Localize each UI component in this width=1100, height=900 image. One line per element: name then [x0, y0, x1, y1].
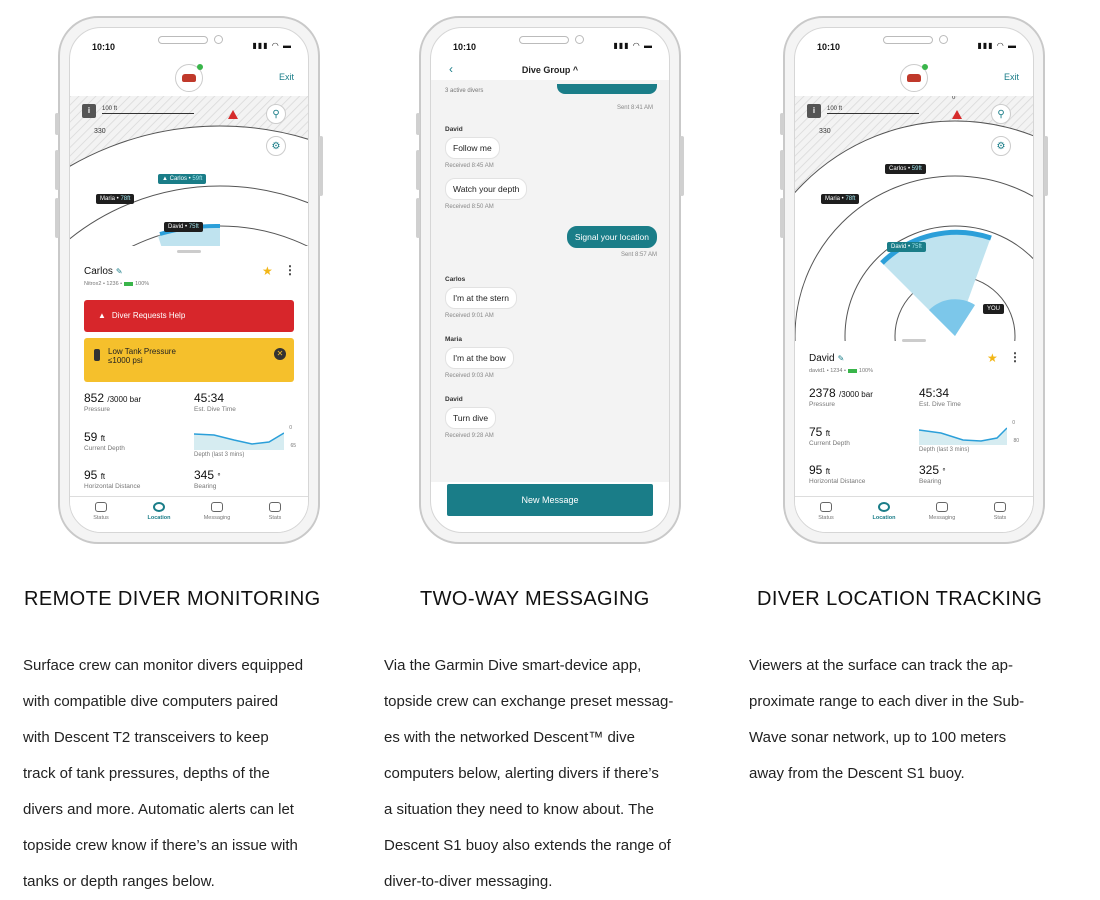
status-time: 10:10	[92, 42, 116, 52]
phone-messaging	[419, 16, 681, 544]
message-bubble-partial	[557, 84, 657, 94]
map-north-label: 0	[952, 96, 956, 101]
alert-low-tank[interactable]	[84, 338, 294, 382]
message-icon	[211, 502, 223, 512]
boat-marker-icon	[952, 110, 962, 119]
message-item: Maria I'm at the bow Received 9:03 AM	[445, 336, 514, 379]
stat-dive-time: 45:34 Est. Dive Time	[194, 391, 236, 413]
stat-dive-time: 45:34 Est. Dive Time	[919, 386, 961, 408]
edit-pencil-icon[interactable]: ✎	[837, 354, 845, 363]
battery-icon	[124, 282, 133, 286]
online-dot	[922, 64, 928, 70]
message-item-sent: Signal your location Sent 8:57 AM	[567, 226, 657, 258]
boat-marker-icon	[228, 110, 238, 119]
message-item: David Follow me Received 8:45 AM	[445, 126, 500, 169]
signal-wifi-battery-icon: ▮▮▮ ◠ ▬	[613, 41, 653, 50]
tab-status[interactable]: Status	[801, 502, 851, 521]
stat-depth: 75 ft Current Depth	[809, 425, 850, 447]
signal-wifi-battery-icon: ▮▮▮ ◠ ▬	[252, 41, 292, 50]
phone-side-button	[319, 136, 323, 196]
location-icon	[878, 502, 890, 512]
phone-monitoring	[58, 16, 320, 544]
message-item: Carlos I'm at the stern Received 9:01 AM	[445, 276, 517, 319]
back-chevron-icon[interactable]: ‹	[449, 62, 453, 76]
diver-tag-david[interactable]: David • 75ft	[887, 242, 926, 252]
buoy-avatar[interactable]	[175, 64, 203, 92]
stat-horizontal-distance: 95 ft Horizontal Distance	[809, 463, 866, 485]
buoy-icon	[907, 74, 921, 82]
phone-screen	[69, 27, 309, 533]
diver-detail-card	[70, 246, 308, 496]
phone-screen	[430, 27, 670, 533]
favorite-star-icon[interactable]: ★	[262, 264, 273, 278]
stats-icon	[269, 502, 281, 512]
diver-name: David ✎	[809, 353, 845, 364]
tab-status[interactable]: Status	[76, 502, 126, 521]
diver-tag-carlos[interactable]: ▲ Carlos • 59ft	[158, 174, 206, 184]
chat-header	[431, 58, 669, 80]
status-icon	[820, 502, 832, 512]
phone-side-button	[55, 113, 59, 135]
edit-pencil-icon[interactable]: ✎	[115, 267, 123, 276]
diver-device-info: david1 • 1234 • 100%	[809, 368, 873, 374]
you-marker: YOU	[983, 304, 1004, 314]
camera-icon	[939, 35, 948, 44]
status-icon	[95, 502, 107, 512]
phone-side-button	[780, 113, 784, 135]
message-thread[interactable]	[431, 80, 669, 482]
status-bar	[795, 28, 1033, 58]
diver-device-info: Nitrox2 • 1236 • 100%	[84, 281, 150, 287]
stat-horizontal-distance: 95 ft Horizontal Distance	[84, 468, 141, 490]
message-bubble[interactable]: I'm at the stern	[445, 287, 517, 309]
diver-tag-carlos[interactable]: Carlos • 59ft	[885, 164, 926, 174]
map-scale: 100 ft	[102, 106, 194, 114]
message-bubble[interactable]: Follow me	[445, 137, 500, 159]
status-time: 10:10	[453, 42, 477, 52]
phone-side-button	[416, 150, 420, 190]
phone-side-button	[680, 136, 684, 196]
message-icon	[936, 502, 948, 512]
stat-bearing: 325 ° Bearing	[919, 463, 946, 485]
description-monitoring: Surface crew can monitor divers equipped with compatible dive computers paired with Descent T2 transceivers to keep track of tank pressures, depths of the divers and more. Automatic alerts can let topside crew know if there’s an issue with tanks or depth ranges below.	[23, 657, 304, 890]
message-bubble[interactable]: Turn dive	[445, 407, 496, 429]
signal-wifi-battery-icon: ▮▮▮ ◠ ▬	[977, 41, 1017, 50]
tab-bar	[70, 496, 308, 532]
gear-icon[interactable]: ⚙	[266, 136, 286, 156]
tab-stats[interactable]: Stats	[975, 502, 1025, 521]
alert-diver-help[interactable]: ▲ Diver Requests Help	[84, 300, 294, 332]
info-icon[interactable]: i	[82, 104, 96, 118]
camera-icon	[214, 35, 223, 44]
phone-side-button	[55, 150, 59, 190]
message-bubble[interactable]: Watch your depth	[445, 178, 527, 200]
alert-low-tank-sub: ≤1000 psi	[108, 356, 143, 365]
message-item: David Turn dive Received 9:28 AM	[445, 396, 496, 439]
speaker-notch	[158, 36, 208, 44]
phone-screen	[794, 27, 1034, 533]
sonar-map[interactable]	[795, 96, 1033, 341]
active-divers-count: 3 active divers	[445, 88, 484, 94]
map-scale: 100 ft	[827, 106, 919, 114]
phone-side-button	[416, 198, 420, 238]
exit-button[interactable]: Exit	[1003, 72, 1019, 82]
phone-side-button	[416, 113, 420, 135]
camera-icon	[575, 35, 584, 44]
speaker-notch	[519, 36, 569, 44]
diver-locate-icon[interactable]: ⚲	[991, 104, 1011, 124]
phone-side-button	[55, 198, 59, 238]
gear-icon[interactable]: ⚙	[991, 136, 1011, 156]
tab-bar	[795, 496, 1033, 532]
diver-detail-card	[795, 341, 1033, 496]
caption-diver-location-tracking: DIVER LOCATION TRACKING	[757, 588, 1043, 610]
diver-name: Carlos ✎	[84, 266, 123, 277]
phone-location-tracking	[783, 16, 1045, 544]
speaker-notch	[883, 36, 933, 44]
tab-stats[interactable]: Stats	[250, 502, 300, 521]
info-icon[interactable]: i	[807, 104, 821, 118]
message-bubble[interactable]: I'm at the bow	[445, 347, 514, 369]
stat-depth: 59 ft Current Depth	[84, 430, 125, 452]
close-icon[interactable]: ✕	[274, 348, 286, 360]
status-time: 10:10	[817, 42, 841, 52]
description-messaging: Via the Garmin Dive smart-device app, topside crew can exchange preset messag- es with the networked Descent™ dive computers below, alerting divers if there’s a situation they need to know about. The Descent S1 buoy also extends the range of diver-to-diver messaging.	[384, 657, 674, 890]
message-item: Watch your depth Received 8:50 AM	[445, 178, 527, 210]
caption-remote-diver-monitoring: REMOTE DIVER MONITORING	[24, 588, 321, 610]
status-bar	[70, 28, 308, 58]
map-bearing-label: 330	[94, 128, 106, 135]
more-options-icon[interactable]: ⋮	[284, 263, 296, 277]
online-dot	[197, 64, 203, 70]
phone-side-button	[780, 198, 784, 238]
drag-handle[interactable]	[902, 339, 926, 342]
exit-button[interactable]: Exit	[278, 72, 294, 82]
location-icon	[153, 502, 165, 512]
sonar-map[interactable]	[70, 96, 308, 246]
phone-side-button	[780, 150, 784, 190]
buoy-icon	[182, 74, 196, 82]
more-options-icon[interactable]: ⋮	[1009, 350, 1021, 364]
diver-tag-maria[interactable]: Maria • 78ft	[96, 194, 134, 204]
phone-side-button	[1044, 136, 1048, 196]
alert-low-tank-title: Low Tank Pressure	[108, 347, 176, 356]
battery-icon	[848, 369, 857, 373]
stat-pressure: 2378 /3000 bar Pressure	[809, 386, 873, 408]
map-bearing-label: 330	[819, 128, 831, 135]
favorite-star-icon[interactable]: ★	[987, 351, 998, 365]
caption-two-way-messaging: TWO-WAY MESSAGING	[420, 588, 650, 610]
diver-tag-maria[interactable]: Maria • 78ft	[821, 194, 859, 204]
stat-bearing: 345 ° Bearing	[194, 468, 221, 490]
chat-title[interactable]: Dive Group ^	[521, 65, 579, 75]
stats-icon	[994, 502, 1006, 512]
warning-icon: ▲	[98, 311, 106, 320]
app-header	[70, 58, 308, 96]
tab-location[interactable]: Location	[859, 502, 909, 521]
drag-handle[interactable]	[177, 250, 201, 253]
description-location-tracking: Viewers at the surface can track the ap- proximate range to each diver in the Sub- Wave sonar network, up to 100 meters away from the Descent S1 buoy.	[749, 657, 1025, 782]
tab-messaging[interactable]: Messaging	[192, 502, 242, 521]
diver-tag-david[interactable]: David • 75ft	[164, 222, 203, 232]
tab-location[interactable]: Location	[134, 502, 184, 521]
status-bar	[431, 28, 669, 58]
buoy-avatar[interactable]	[900, 64, 928, 92]
tank-icon	[94, 349, 100, 361]
new-message-button[interactable]: New Message	[447, 484, 653, 516]
tab-messaging[interactable]: Messaging	[917, 502, 967, 521]
depth-sparkline: 0 65 Depth (last 3 mins)	[194, 425, 296, 458]
message-bubble[interactable]: Signal your location	[567, 226, 657, 248]
depth-sparkline: 0 80 Depth (last 3 mins)	[919, 420, 1019, 453]
message-time: Sent 8:41 AM	[616, 105, 653, 111]
diver-locate-icon[interactable]: ⚲	[266, 104, 286, 124]
app-header	[795, 58, 1033, 96]
stat-pressure: 852 /3000 bar Pressure	[84, 391, 142, 413]
